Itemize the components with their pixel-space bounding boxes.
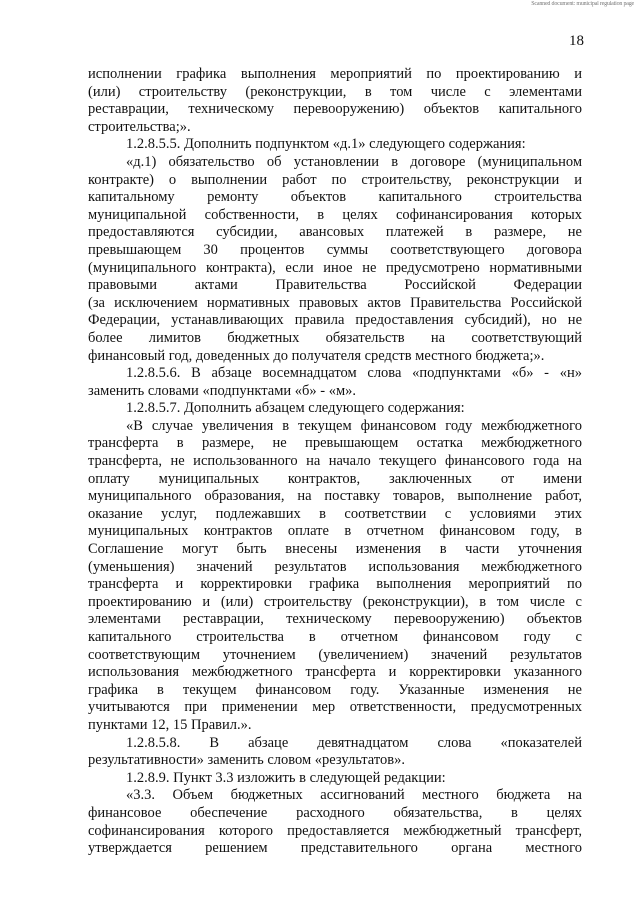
text-line: финансовое обеспечение расходного обязательства, в целях	[88, 804, 582, 821]
text-line: проектированию и (или) строительству (реконструкции), в том числе с	[88, 593, 582, 610]
text-line: «В случае увеличения в текущем финансовом году межбюджетного	[126, 417, 582, 434]
text-line: графика в текущем финансовом году. Указанные изменения не	[88, 681, 582, 698]
scan-header: Scanned document: municipal regulation page	[531, 1, 634, 7]
text-line: результативности» заменить словом «результатов».	[88, 752, 405, 769]
text-line: трансферта и корректировки графика выполнения мероприятий по	[88, 576, 582, 593]
text-line: 1.2.8.5.8. В абзаце девятнадцатом слова «показателей	[126, 734, 582, 751]
text-line: оплату муниципальных контрактов, заключенных от имени	[88, 470, 582, 487]
page-number: 18	[569, 33, 584, 49]
text-line: 1.2.8.5.6. В абзаце восемнадцатом слова «подпунктами «б» - «н»	[126, 365, 582, 382]
text-line: «д.1) обязательство об установлении в договоре (муниципальном	[126, 153, 582, 170]
text-line: «3.3. Объем бюджетных ассигнований местного бюджета на	[126, 787, 582, 804]
text-line: капитального строительства в отчетном финансовом году с	[88, 629, 582, 645]
text-line: оказание услуг, подлежавших в соответствии с условиями этих	[88, 505, 582, 522]
text-line: Федерации, устанавливающих правила предоставления субсидий), но не	[88, 312, 582, 329]
text-line: Соглашение могут быть внесены изменения в части уточнения	[88, 541, 582, 558]
text-line: элементами реставрации, техническому перевооружению) объектов	[88, 611, 582, 628]
text-line: (за исключением нормативных правовых актов Правительства Российской	[88, 294, 582, 311]
text-line: более лимитов бюджетных обязательств на соответствующий	[88, 329, 582, 346]
text-line: (уменьшения) значений результатов использования межбюджетного	[88, 558, 582, 575]
text-line: превышающем 30 процентов суммы соответствующего договора	[88, 241, 582, 258]
text-line: муниципального образования, на поставку товаров, выполнение работ,	[88, 488, 582, 505]
text-line: соответствующим уточнением (увеличением) значений результатов	[88, 646, 582, 663]
text-line: (муниципального контракта), если иное не предусмотрено нормативными	[88, 259, 582, 276]
text-line: контракте) о выполнении работ по строительству, реконструкции и	[88, 171, 582, 188]
text-line: 1.2.8.5.7. Дополнить абзацем следующего содержания:	[126, 400, 465, 417]
text-line: использования межбюджетного трансферта и корректировки указанного	[88, 664, 582, 681]
text-line: пунктами 12, 15 Правил.».	[88, 716, 252, 733]
text-line: финансовый год, доведенных до получателя средств местного бюджета;».	[88, 347, 545, 364]
text-line: капитальному ремонту объектов капитального строительства	[88, 189, 582, 206]
text-line: трансферта, не использованного на начало текущего финансового года на	[88, 453, 582, 470]
text-line: правовыми актами Правительства Российской Федерации	[88, 277, 582, 294]
text-line: утверждается решением представительного органа местного	[88, 840, 582, 857]
text-line: исполнении графика выполнения мероприятий по проектированию и	[88, 66, 582, 82]
text-line: строительства;».	[88, 118, 191, 135]
text-line: реставрации, техническому перевооружению) объектов капитального	[88, 101, 582, 118]
text-line: (или) строительству (реконструкции, в том числе с элементами	[88, 83, 582, 100]
text-line: муниципальных контрактов оплате в отчетном финансовом году, в	[88, 523, 582, 540]
text-line: заменить словами «подпунктами «б» - «м».	[88, 382, 357, 399]
document-body	[88, 66, 582, 858]
text-line: предоставляются субсидии, авансовых платежей в размере, не	[88, 224, 582, 241]
text-line: 1.2.8.9. Пункт 3.3 изложить в следующей редакции:	[126, 769, 446, 786]
text-line: 1.2.8.5.5. Дополнить подпунктом «д.1» следующего содержания:	[126, 136, 526, 153]
text-line: трансферта в размере, не превышающем остатка межбюджетного	[88, 435, 582, 452]
text-line: муниципальной собственности, в целях софинансирования которых	[88, 206, 582, 223]
text-line: учитываются при применении мер ответственности, предусмотренных	[88, 699, 582, 716]
text-line: софинансирования которого предоставляется межбюджетный трансферт,	[88, 822, 582, 839]
